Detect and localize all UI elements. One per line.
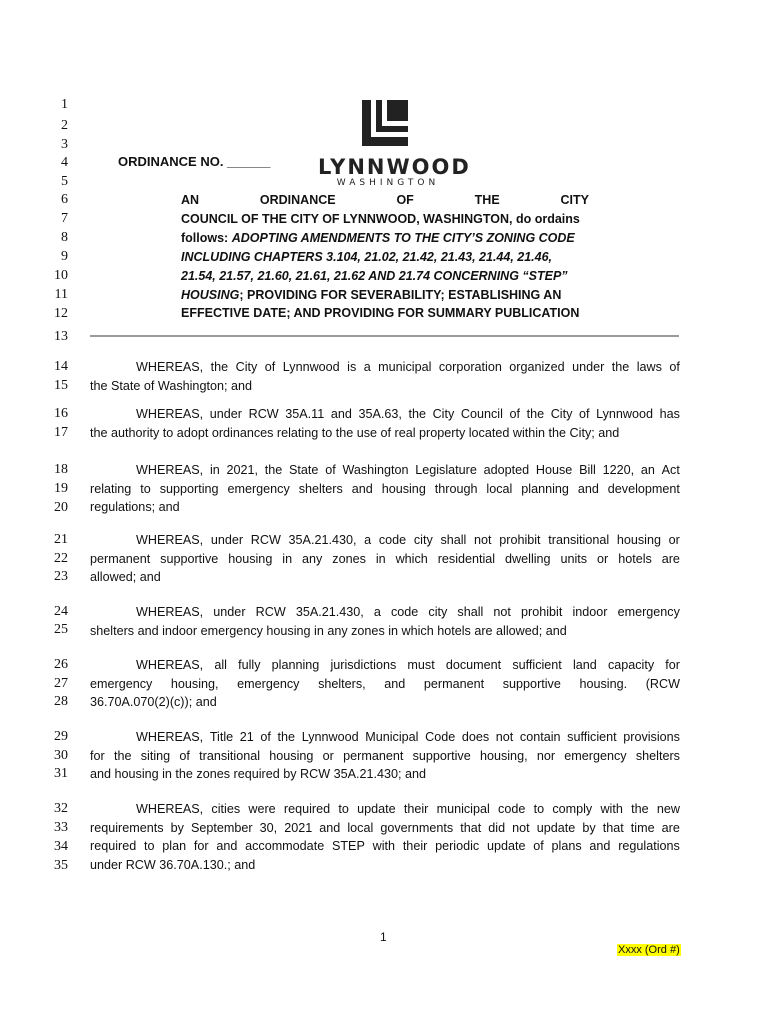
word: shelters <box>635 748 680 763</box>
word: 1220, <box>602 463 635 477</box>
word: fully <box>238 658 261 672</box>
word: a <box>363 360 371 374</box>
word: all <box>214 658 227 672</box>
title-word: CITY <box>560 193 589 207</box>
word: to <box>140 481 151 496</box>
line-number: 4 <box>61 155 68 170</box>
word: development <box>607 481 680 496</box>
word: of <box>260 730 271 744</box>
word: of <box>578 407 590 421</box>
word: or <box>597 551 609 566</box>
word: city <box>428 605 448 619</box>
line-number: 2 <box>61 118 68 133</box>
word: WHEREAS, <box>136 802 204 816</box>
word: are <box>661 820 680 835</box>
word: 21 <box>239 730 254 744</box>
word: shelters, <box>318 676 366 691</box>
word: RCW <box>248 407 279 421</box>
word: under <box>213 605 246 619</box>
word: required <box>283 802 331 816</box>
word: not <box>474 533 492 547</box>
line-number: 34 <box>54 839 68 854</box>
word: indoor <box>572 605 608 619</box>
title-word: ORDINANCE <box>259 193 336 207</box>
word: or <box>668 533 680 547</box>
word: nor <box>536 748 556 763</box>
logo-wordmark: LYNNWOOD <box>318 155 471 179</box>
paragraph-line: the authority to adopt ordinances relating to the use of real property located within the City; and <box>90 425 620 440</box>
word: siting <box>140 748 171 763</box>
word: is <box>347 360 357 374</box>
word: emergency <box>90 676 153 691</box>
title-suffix: ; PROVIDING FOR SEVERABILITY; ESTABLISHING AN <box>239 287 562 302</box>
word: Lynnwood <box>282 360 340 374</box>
word: City <box>432 407 455 421</box>
word: shall <box>440 533 467 547</box>
word: 30, <box>259 820 278 835</box>
word: housing, <box>170 676 219 691</box>
line-number: 26 <box>54 657 68 672</box>
word: State <box>289 463 319 477</box>
title-line: EFFECTIVE DATE; AND PROVIDING FOR SUMMARY PUBLICATION <box>181 306 580 321</box>
title-line <box>181 229 589 247</box>
word: provisions <box>623 730 680 744</box>
word: by <box>170 820 184 835</box>
word: local <box>347 820 374 835</box>
word: in <box>209 463 220 477</box>
word: of <box>264 360 276 374</box>
ordinance-number: ORDINANCE NO. ______ <box>118 154 271 169</box>
word: planning <box>271 658 320 672</box>
word: sufficient <box>567 730 617 744</box>
word: a <box>373 605 381 619</box>
word: regulations <box>618 839 680 854</box>
word: their <box>403 802 429 816</box>
paragraph-line <box>136 405 680 423</box>
word: prohibit <box>521 605 563 619</box>
word: Act <box>661 463 680 477</box>
word: of <box>325 463 336 477</box>
line-number: 5 <box>61 174 68 189</box>
paragraph-line: under RCW 36.70A.130.; and <box>90 858 256 873</box>
word: housing, <box>479 748 528 763</box>
word: sufficient <box>512 658 562 672</box>
word: has <box>659 407 680 421</box>
title-emphasis: HOUSING <box>181 287 240 302</box>
paragraph-line <box>90 837 680 855</box>
ordinance-placeholder: Xxxx (Ord #) <box>618 944 680 956</box>
line-number: 23 <box>54 569 68 584</box>
paragraph-line: shelters and indoor emergency housing in any zones in which hotels are allowed; and <box>90 623 567 638</box>
word: with <box>600 802 623 816</box>
line-number: 20 <box>54 500 68 515</box>
paragraph-line <box>136 461 680 479</box>
word: 2021, <box>226 463 259 477</box>
word: not <box>493 605 511 619</box>
word: transitional <box>199 748 261 763</box>
word: of <box>509 407 520 421</box>
line-number: 3 <box>61 137 68 152</box>
line-number: 27 <box>54 676 68 691</box>
word: did <box>488 820 506 835</box>
paragraph-line <box>90 480 680 498</box>
line-number: 14 <box>54 359 68 374</box>
word: Title <box>209 730 234 744</box>
word: time <box>630 820 655 835</box>
word: plans <box>551 839 582 854</box>
word: and <box>589 839 611 854</box>
line-number: 32 <box>54 801 68 816</box>
word: city <box>413 533 433 547</box>
word: and <box>330 407 352 421</box>
word: an <box>640 463 655 477</box>
paragraph-line <box>90 550 680 568</box>
word: Lynnwood <box>301 730 359 744</box>
paragraph-line <box>136 603 680 621</box>
word: 35A.11 <box>285 407 325 421</box>
word: code <box>378 533 407 547</box>
word: supportive <box>160 551 219 566</box>
word: to <box>338 802 349 816</box>
line-number: 10 <box>54 268 68 283</box>
page-number: 1 <box>380 930 387 944</box>
word: WHEREAS, <box>136 605 204 619</box>
word: residential <box>437 551 496 566</box>
line-number: 18 <box>54 462 68 477</box>
title-line <box>181 248 589 266</box>
title-emphasis: INCLUDING CHAPTERS 3.104, 21.02, 21.42, 21.43, 21.44, 21.46, <box>181 249 553 264</box>
word: housing <box>269 748 314 763</box>
word: (RCW <box>645 676 680 691</box>
word: adopted <box>483 463 530 477</box>
word: update <box>357 802 396 816</box>
word: municipal <box>436 802 490 816</box>
word: housing <box>616 533 661 547</box>
word: to <box>533 802 545 816</box>
word: the <box>611 360 630 374</box>
word: the <box>526 407 545 421</box>
word: required <box>90 839 137 854</box>
line-number: 7 <box>61 211 68 226</box>
title-word: AN <box>181 193 200 207</box>
paragraph-line <box>90 747 680 765</box>
word: RCW <box>255 605 286 619</box>
line-number: 17 <box>54 425 68 440</box>
word: does <box>461 730 490 744</box>
paragraph-line <box>90 819 680 837</box>
word: Lynnwood <box>596 407 654 421</box>
title-line: COUNCIL OF THE CITY OF LYNNWOOD, WASHINGTON, do ordains <box>181 211 580 226</box>
title-line <box>181 267 589 285</box>
title-divider <box>90 335 679 337</box>
word: in <box>375 551 386 566</box>
word: of <box>669 360 680 374</box>
line-number: 12 <box>54 306 68 321</box>
word: Bill <box>579 463 596 477</box>
word: permanent <box>423 676 485 691</box>
word: Municipal <box>365 730 419 744</box>
word: update <box>536 820 576 835</box>
word: relating <box>90 481 132 496</box>
word: supporting <box>159 481 219 496</box>
word: governments <box>380 820 454 835</box>
word: WHEREAS, <box>136 533 204 547</box>
word: and <box>351 481 373 496</box>
word: in <box>282 551 293 566</box>
word: House <box>535 463 573 477</box>
line-number: 6 <box>61 192 68 207</box>
word: 35A.63, <box>358 407 402 421</box>
title-word: THE <box>474 193 500 207</box>
word: supportive <box>412 748 471 763</box>
word: planning <box>521 481 569 496</box>
word: land <box>572 658 597 672</box>
paragraph-line: the State of Washington; and <box>90 378 252 393</box>
word: emergency <box>617 605 680 619</box>
word: emergency <box>237 676 300 691</box>
word: for <box>90 748 105 763</box>
word: shall <box>457 605 484 619</box>
title-line <box>181 286 589 304</box>
word: for <box>665 658 680 672</box>
line-number: 11 <box>54 287 68 302</box>
line-number: 25 <box>54 622 68 637</box>
line-number: 35 <box>54 858 68 873</box>
word: code <box>498 802 526 816</box>
title-emphasis: 21.54, 21.57, 21.60, 21.61, 21.62 AND 21.74 CONCERNING “STEP” <box>181 268 568 283</box>
word: the <box>264 463 283 477</box>
paragraph-line: and housing in the zones required by RCW 35A.21.430; and <box>90 767 427 782</box>
word: the <box>113 748 132 763</box>
word: contain <box>519 730 561 744</box>
word: or <box>322 748 334 763</box>
lynnwood-logo-icon <box>362 100 408 146</box>
word: zones <box>332 551 366 566</box>
paragraph-line <box>136 358 680 376</box>
word: jurisdictions <box>330 658 397 672</box>
word: local <box>486 481 513 496</box>
word: WHEREAS, <box>136 360 204 374</box>
word: their <box>402 839 428 854</box>
line-number: 13 <box>54 329 68 344</box>
word: periodic <box>435 839 480 854</box>
word: code <box>390 605 419 619</box>
word: of <box>533 839 544 854</box>
word: the <box>408 407 426 421</box>
paragraph-line <box>90 675 680 693</box>
line-number: 24 <box>54 604 68 619</box>
word: a <box>364 533 372 547</box>
word: update <box>486 839 526 854</box>
word: Code <box>425 730 456 744</box>
line-number: 29 <box>54 729 68 744</box>
line-number: 31 <box>54 766 68 781</box>
word: prohibit <box>499 533 541 547</box>
paragraph-line <box>136 800 680 818</box>
paragraph-line <box>136 728 680 746</box>
word: Legislature <box>415 463 477 477</box>
word: and <box>384 676 406 691</box>
word: the <box>631 802 649 816</box>
title-line <box>181 191 589 209</box>
word: 35A.21.430, <box>288 533 357 547</box>
word: document <box>445 658 502 672</box>
word: by <box>582 820 596 835</box>
word: with <box>372 839 396 854</box>
word: and <box>577 481 599 496</box>
word: any <box>302 551 323 566</box>
word: of <box>179 748 190 763</box>
line-number: 28 <box>54 694 68 709</box>
word: supportive <box>502 676 561 691</box>
word: and <box>319 820 341 835</box>
word: housing. <box>579 676 628 691</box>
word: WHEREAS, <box>136 463 204 477</box>
word: emergency <box>227 481 290 496</box>
word: City <box>235 360 258 374</box>
paragraph-line <box>136 656 680 674</box>
word: units <box>560 551 588 566</box>
word: housing <box>228 551 273 566</box>
word: housing <box>381 481 426 496</box>
word: STEP <box>331 839 365 854</box>
word: that <box>602 820 624 835</box>
word: municipal <box>378 360 432 374</box>
word: 2021 <box>284 820 313 835</box>
line-number: 30 <box>54 748 68 763</box>
word: laws <box>636 360 662 374</box>
word: capacity <box>607 658 655 672</box>
word: under <box>210 533 244 547</box>
line-number: 33 <box>54 820 68 835</box>
word: new <box>656 802 680 816</box>
line-number: 21 <box>54 532 68 547</box>
paragraph-line: 36.70A.070(2)(c)); and <box>90 695 217 710</box>
word: Washington <box>342 463 409 477</box>
word: September <box>190 820 253 835</box>
word: transitional <box>548 533 610 547</box>
word: that <box>460 820 482 835</box>
word: emergency <box>564 748 627 763</box>
line-number: 8 <box>61 230 68 245</box>
word: hotels <box>618 551 652 566</box>
line-number: 15 <box>54 378 68 393</box>
word: to <box>143 839 155 854</box>
word: cities <box>211 802 241 816</box>
title-emphasis: ADOPTING AMENDMENTS TO THE CITY’S ZONING CODE <box>231 230 575 245</box>
word: through <box>434 481 478 496</box>
word: under <box>572 360 605 374</box>
word: shelters <box>298 481 343 496</box>
word: RCW <box>250 533 281 547</box>
word: 35A.21.430, <box>295 605 364 619</box>
paragraph-line: allowed; and <box>90 570 161 585</box>
logo-subtitle: WASHINGTON <box>336 178 440 188</box>
word: are <box>661 551 680 566</box>
word: corporation <box>438 360 502 374</box>
word: City <box>550 407 573 421</box>
word: must <box>407 658 435 672</box>
word: not <box>512 820 530 835</box>
title-prefix: follows: <box>181 230 232 245</box>
line-number: 19 <box>54 481 68 496</box>
word: not <box>495 730 514 744</box>
word: comply <box>552 802 593 816</box>
word: WHEREAS, <box>136 730 204 744</box>
title-word: OF <box>396 193 414 207</box>
word: for <box>193 839 209 854</box>
line-number: 1 <box>61 97 68 112</box>
word: Council <box>460 407 503 421</box>
word: plan <box>162 839 187 854</box>
word: which <box>395 551 428 566</box>
word: organized <box>509 360 565 374</box>
word: under <box>209 407 242 421</box>
word: dwelling <box>505 551 551 566</box>
word: permanent <box>343 748 404 763</box>
line-number: 16 <box>54 406 68 421</box>
word: accommodate <box>245 839 325 854</box>
word: WHEREAS, <box>136 658 204 672</box>
word: requirements <box>90 820 164 835</box>
line-number: 9 <box>61 249 68 264</box>
word: permanent <box>90 551 151 566</box>
paragraph-line: regulations; and <box>90 500 180 515</box>
line-number: 22 <box>54 551 68 566</box>
word: WHEREAS, <box>136 407 204 421</box>
word: were <box>248 802 276 816</box>
paragraph-line <box>136 531 680 549</box>
word: the <box>277 730 296 744</box>
word: and <box>216 839 238 854</box>
word: the <box>210 360 229 374</box>
